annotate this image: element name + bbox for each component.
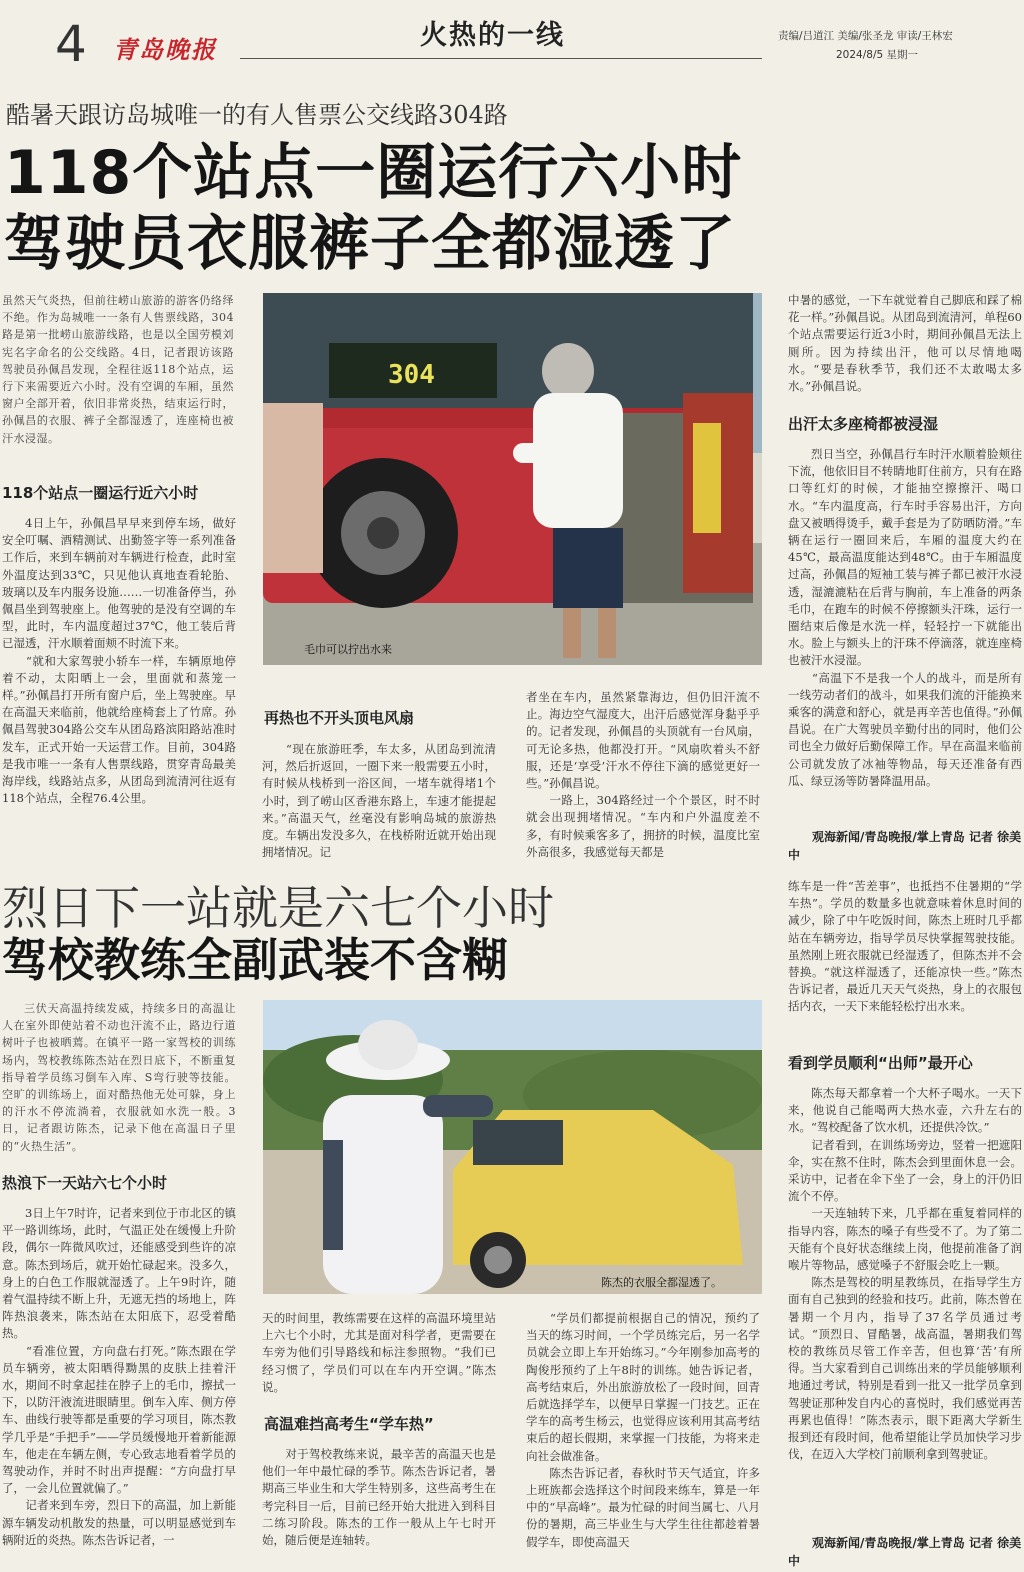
story1-subhead-2: 再热也不开头顶电风扇 bbox=[264, 709, 415, 727]
story2-subhead-1: 热浪下一天站六七个小时 bbox=[2, 1174, 168, 1192]
story1-kicker: 酷暑天跟访岛城唯一的有人售票公交线路304路 bbox=[6, 101, 508, 129]
story1-headline-line1: 118个站点一圈运行六小时 bbox=[4, 138, 743, 208]
story2-lede: 三伏天高温持续发威，持续多日的高温让人在室外即使站着不动也汗流不止，路边行道树叶子也被晒蔫。在镇平一路一家驾校的训练场内，驾校教练陈杰站在烈日底下，不断重复指导着学员练习倒车入库、S弯行驶等技能。空旷的训练场上，面对酷热他无处可躲，身上的汗水不停流淌着，衣服就如水洗一般。3日，记者跟访陈杰，记录下他在高温日子里的“火热生活”。 bbox=[2, 1002, 236, 1153]
driving-coach-photo bbox=[263, 1000, 762, 1294]
story1-column-2: “现在旅游旺季，车太多，从团岛到流清河，然后折返回，一圈下来一般需要五小时，有时候从栈桥到一浴区间，一堵车就得堵1个小时，到了崂山区香港东路上，车速才能提起来。”高温天气，丝毫没有影响岛城的旅游热度。车辆出发没多久，在栈桥附近就开始出现拥堵情况。记 bbox=[262, 742, 496, 860]
story1-column-1: 4日上午，孙佩昌早早来到停车场，做好安全叮嘱、酒精测试、出勤签字等一系列准备工作后，来到车辆前对车辆进行检查，此时室外温度达到33℃，只见他认真地查看轮胎、玻璃以及车内服务设施……一切准备停当，孙佩昌坐到驾驶座上。他驾驶的是没有空调的车型，此时，车内温度超过37℃，他工装后背已湿透，汗水顺着面颊不时流下来。 “就和大家驾驶小轿车一样，车辆原地停着不动，太阳晒上一会，里面就和蒸笼一样。”孙佩昌打开所有窗户后，坐上驾驶座。早在高温天来临前，他就给座椅套上了竹席。孙佩昌驾驶304路公交车从团岛路滨阳路站准时发车，正式开始一天运营工作。目前，304路是我市唯一一条有人售票线路，贯穿青岛最美海岸线，线路站点多，从团岛到流清河往返有118个站点，全程76.4公里。 bbox=[2, 516, 236, 806]
story1-lede: 虽然天气炎热，但前往崂山旅游的游客仍络绎不绝。作为岛城唯一一条有人售票线路，304路是第一批崂山旅游线路，也是以全国劳模刘宪名字命名的公交线路。4日，记者跟访该路驾驶员孙佩昌发现，全程往返118个站点，运行下来需要近六小时。没有空调的车厢，虽然窗户全部开着，依旧非常炎热，结束运行时，孙佩昌的衣服、裤子全都湿透了，连座椅也被汗水浸湿。 bbox=[2, 294, 234, 445]
story2-subhead-2: 高温难挡高考生“学车热” bbox=[264, 1415, 434, 1433]
story2-byline: 观海新闻/青岛晚报/掌上青岛 记者 徐美中 bbox=[788, 1536, 1022, 1568]
story2-column-2a: 天的时间里，教练需要在这样的高温环境里站上六七个小时，尤其是面对科学者，更需要在车旁为他们引导路线和标注参照物。“我们已经习惯了，学员们可以在车内开空调。”陈杰说。 bbox=[262, 1311, 496, 1394]
editor-credits: 责编/吕道江 美编/张圣龙 审读/王林宏 bbox=[778, 30, 953, 42]
story1-column-3: 者坐在车内，虽然紧靠海边，但仍旧汗流不止。海边空气湿度大，出汗后感觉浑身黏乎乎的。记者发现，孙佩昌的头顶就有一台风扇，可无论多热，他都没打开。“风扇吹着头不舒服，还是‘享受’汗水不停往下滴的感觉更好一些。”孙佩昌说。 一路上，304路经过一个个景区，时不时就会出现拥堵情况。“车内和户外温度差不多，有时候乘客多了，拥挤的时候，温度比室外高很多，我感觉每天都是 bbox=[526, 690, 760, 859]
header-rule bbox=[240, 58, 762, 59]
section-title: 火热的一线 bbox=[420, 20, 565, 51]
bus-driver-photo bbox=[263, 293, 762, 665]
story2-column-2b: 对于驾校教练来说，最辛苦的高温天也是他们一年中最忙碌的季节。陈杰告诉记者，暑期高三毕业生和大学生特别多，这些高考生在考完科目一后，目前已经开始大批进入到科目二练习阶段。陈杰的工作一般从上午七时开始，随后便是连轴转。 bbox=[262, 1447, 496, 1548]
story2-subhead-3: 看到学员顺利“出师”最开心 bbox=[788, 1054, 973, 1072]
story1-subhead-3: 出汗太多座椅都被浸湿 bbox=[788, 415, 939, 433]
story2-column-4b: 陈杰每天都拿着一个大杯子喝水。一天下来，他说自己能喝两大热水壶，六升左右的水。“驾校配备了饮水机，还提供冷饮。” 记者看到，在训练场旁边，竖着一把遮阳伞，实在熬不住时，陈杰会到里面休息一会。采访中，记者在伞下坐了一会，身上的汗仍旧流个不停。 一天连轴转下来，几乎都在重复着同样的指导内容，陈杰的嗓子有些受不了。为了第二天能有个良好状态继续上岗，他提前准备了润喉片等物品，感觉嗓子不舒服会吃上一颗。 陈杰是驾校的明星教练员，在指导学生方面有自己独到的经验和技巧。此前，陈杰曾在暑期一个月内，指导了37名学员通过考试。“顶烈日、冒酷暑，战高温，暑期我们驾校的教练员尽管工作辛苦，但也算‘苦’有所得。当大家看到自己训练出来的学员能够顺利地通过考试，特别是看到一批又一批学员拿到驾驶证那种发自内心的喜悦时，我们感觉再苦再累也值得！”陈杰表示，眼下距离大学新生报到还有段时间，他希望能让学员加快学习步伐，在迈入大学校门前顺利拿到驾驶证。 bbox=[788, 1086, 1022, 1462]
story1-column-4a: 中暑的感觉，一下车就觉着自己脚底和踩了棉花一样。”孙佩昌说。从团岛到流清河，单程60个站点需要运行近3小时，期间孙佩昌无法上厕所。因为持续出汗，他可以尽情地喝水。“要是春秋季节，我们还不太敢喝太多水。”孙佩昌说。 bbox=[788, 293, 1022, 394]
story2-headline-line2: 驾校教练全副武装不含糊 bbox=[2, 933, 508, 987]
story1-column-4b: 烈日当空，孙佩昌行车时汗水顺着脸颊往下流，他依旧目不转睛地盯住前方，只有在路口等红灯的时候，才能抽空擦擦汗、喝口水。“车内温度高，行车时手容易出汗，方向盘又被晒得烫手，戴手套是为了防晒防滑。”车辆在运行一圈回来后，车厢的温度大约在45℃，最高温度能达到48℃。由于车厢温度过高，孙佩昌的短袖工装与裤子都已被汗水浸透，湿漉漉粘在后背与胸前，车上准备的两条毛巾，在跑车的时候不停擦额头汗珠，运行一圈结束后像是水洗一样，轻轻拧一下就能出水。脸上与额头上的汗珠不停滴落，就连座椅也被汗水浸湿。 “高温下不是我一个人的战斗，而是所有一线劳动者们的战斗，如果我们流的汗能换来乘客的满意和舒心，就是再辛苦也值得。”孙佩昌说。在广大驾驶员辛勤付出的同时，他们公司也全力做好后勤保障工作。早在高温来临前公司就发放了冰袖等物品，每天还准备有西瓜、绿豆汤等防暑降温用品。 bbox=[788, 447, 1022, 788]
paper-masthead: 青岛晚报 bbox=[113, 35, 217, 64]
story2-headline-line1: 烈日下一站就是六七个小时 bbox=[2, 881, 554, 935]
story2-column-4a: 练车是一件“苦差事”，也抵挡不住暑期的“学车热”。学员的数量多也就意味着休息时间的减少，除了中午吃饭时间，陈杰上班时几乎都站在车辆旁边，指导学员尽快掌握驾驶技能。虽然刚上班衣服就已经湿透了，但陈杰并不会替换。“就这样湿透了，还能凉快一些。”陈杰告诉记者，最近几天天气炎热，身上的衣服包括内衣，一天下来能轻松拧出水来。 bbox=[788, 879, 1022, 1014]
issue-date: 2024/8/5 星期一 bbox=[836, 49, 918, 61]
story1-subhead-1: 118个站点一圈运行近六小时 bbox=[2, 484, 199, 502]
bus-photo-caption: 毛巾可以拧出水来 bbox=[304, 643, 392, 656]
svg-text:304: 304 bbox=[388, 360, 435, 390]
page-number: 4 bbox=[55, 15, 87, 73]
story2-column-1: 3日上午7时许，记者来到位于市北区的镇平一路训练场，此时，气温正处在缓慢上升阶段，偶尔一阵微风吹过，还能感受到些许的凉意。陈杰到场后，就开始忙碌起来。没多久，身上的白色工作服就湿透了。上午9时许，随着气温持续不断上升，无遮无挡的场地上，阵阵热浪袭来，陈杰站在太阳底下，忍受着酷热。 “看准位置，方向盘右打死。”陈杰跟在学员车辆旁，被太阳晒得黝黑的皮肤上挂着汗水，期间不时拿起挂在脖子上的毛巾，擦拭一下，以防汗液流进眼睛里。倒车入库、侧方停车、曲线行驶等都是重要的学习项目，陈杰教学几乎是“手把手”——学员缓慢地开着新能源车，他走在车辆左侧，专心致志地看着学员的驾驶动作，并时不时出声提醒：“方向盘打早了，一会儿位置就偏了。” 记者来到车旁，烈日下的高温，加上新能源车辆发动机散发的热量，可以明显感觉到车辆附近的炎热。陈杰告诉记者，一 bbox=[2, 1206, 236, 1547]
story2-column-3: “学员们都提前根据自己的情况，预约了当天的练习时间，一个学员练完后，另一名学员就会立即上车开始练习。”今年刚参加高考的陶俊彤预约了上午8时的训练。她告诉记者，高考结束后，外出旅游放松了一段时间，回青后就选择学车，以便早日掌握一门技艺。正在学车的高考生杨云，也觉得应该利用其高考结束后的超长假期，来掌握一门技能，为将来走向社会做准备。 陈杰告诉记者，春秋时节天气适宜，许多上班族都会选择这个时间段来练车，算是一年中的“早高峰”。最为忙碌的时间当属七、八月份的暑期，高三毕业生与大学生往往都趁着暑假学车，即使高温天 bbox=[526, 1311, 760, 1549]
story1-headline-line2: 驾驶员衣服裤子全都湿透了 bbox=[4, 209, 736, 279]
story1-byline: 观海新闻/青岛晚报/掌上青岛 记者 徐美中 bbox=[788, 830, 1022, 862]
coach-photo-caption: 陈杰的衣服全都湿透了。 bbox=[601, 1276, 722, 1289]
